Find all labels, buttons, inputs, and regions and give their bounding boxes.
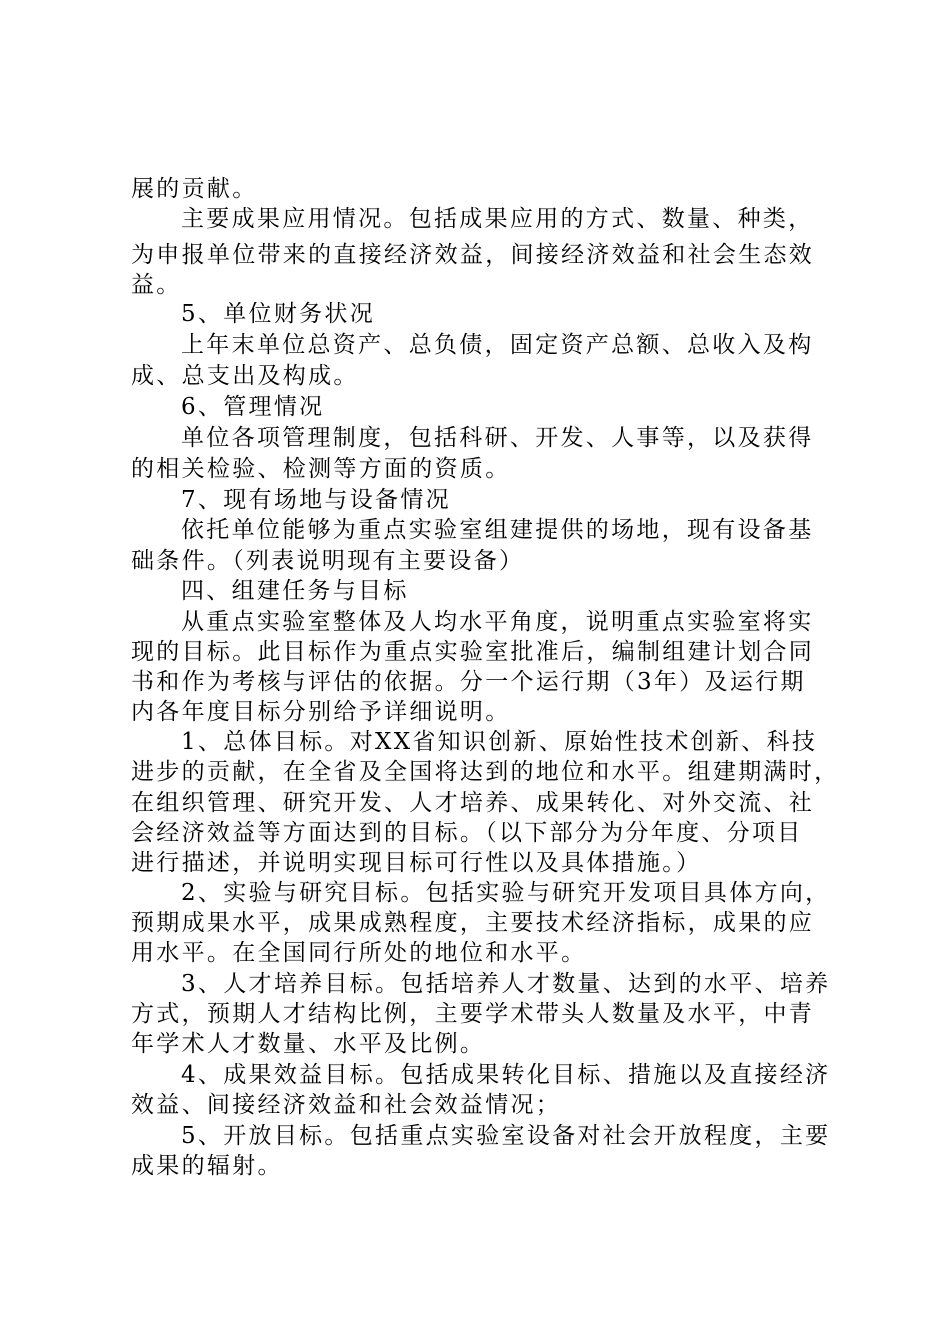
text-line: 年学术人才数量、水平及比例。 [131, 1031, 486, 1057]
text-line: 1、总体目标。对XX省知识创新、原始性技术创新、科技 [181, 729, 818, 755]
text-line: 4、成果效益目标。包括成果转化目标、措施以及直接经济 [181, 1062, 831, 1088]
text-line: 成、总支出及构成。 [131, 363, 359, 389]
text-line: 方式，预期人才结构比例，主要学术带头人数量及水平，中青 [131, 1001, 815, 1027]
text-line: 益。 [131, 272, 182, 298]
text-line: 会经济效益等方面达到的目标。（以下部分为分年度、分项目 [131, 820, 803, 846]
text-line: 3、人才培养目标。包括培养人才数量、达到的水平、培养 [181, 971, 831, 997]
text-line: 成果的辐射。 [131, 1153, 283, 1179]
text-line: 础条件。（列表说明现有主要设备） [131, 548, 525, 574]
text-line: 从重点实验室整体及人均水平角度，说明重点实验室将实 [181, 609, 814, 635]
text-line: 为申报单位带来的直接经济效益，间接经济效益和社会生态效 [131, 242, 815, 268]
text-line: 5、开放目标。包括重点实验室设备对社会开放程度，主要 [181, 1123, 831, 1149]
text-line: 在组织管理、研究开发、人才培养、成果转化、对外交流、社 [131, 790, 815, 816]
text-line: 的相关检验、检测等方面的资质。 [131, 456, 511, 482]
text-line: 2、实验与研究目标。包括实验与研究开发项目具体方向， [181, 880, 831, 906]
text-line: 单位各项管理制度，包括科研、开发、人事等，以及获得 [181, 425, 814, 451]
text-line: 内各年度目标分别给予详细说明。 [131, 699, 511, 725]
text-line: 预期成果水平，成果成熟程度，主要技术经济指标，成果的应 [131, 910, 815, 936]
text-line: 现的目标。此目标作为重点实验室批准后，编制组建计划合同 [131, 639, 815, 665]
text-line: 5、单位财务状况 [181, 301, 376, 327]
text-line: 主要成果应用情况。包括成果应用的方式、数量、种类， [181, 206, 814, 232]
text-line: 进步的贡献，在全省及全国将达到的地位和水平。组建期满时， [131, 759, 840, 785]
text-line: 书和作为考核与评估的依据。分一个运行期（3年）及运行期 [131, 669, 806, 695]
text-line: 6、管理情况 [181, 394, 325, 420]
text-line: 效益、间接经济效益和社会效益情况； [131, 1092, 562, 1118]
text-line: 四、组建任务与目标 [181, 578, 409, 604]
text-line: 依托单位能够为重点实验室组建提供的场地，现有设备基 [181, 517, 814, 543]
text-line: 进行描述，并说明实现目标可行性以及具体措施。） [131, 850, 702, 876]
text-line: 用水平。在全国同行所处的地位和水平。 [131, 940, 587, 966]
text-line: 7、现有场地与设备情况 [181, 487, 451, 513]
text-line: 展的贡献。 [131, 176, 258, 202]
text-line: 上年末单位总资产、总负债，固定资产总额、总收入及构 [181, 332, 814, 358]
